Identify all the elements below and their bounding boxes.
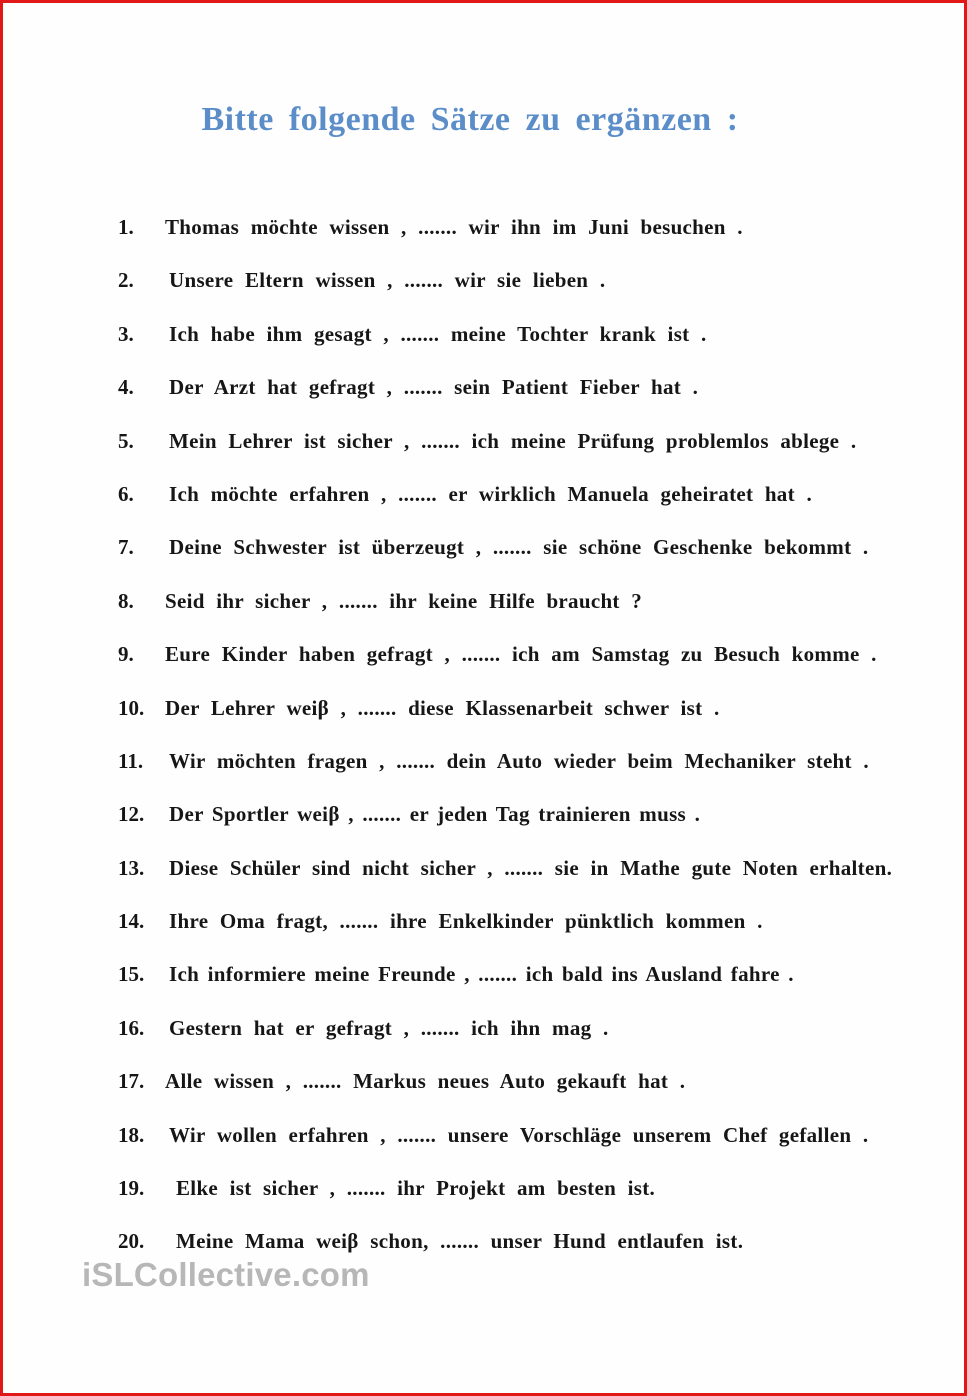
exercise-item [3, 211, 967, 264]
exercise-item [3, 692, 967, 745]
exercise-item [3, 585, 967, 638]
item-text: Der Sportler weiβ , ....... er jeden Tag trainieren muss . [169, 802, 701, 827]
exercise-item [3, 638, 967, 691]
exercise-item [3, 798, 967, 851]
exercise-item [3, 318, 967, 371]
item-text: Elke ist sicher , ....... ihr Projekt am besten ist. [176, 1176, 656, 1201]
item-text: Wir wollen erfahren , ....... unsere Vorschläge unserem Chef gefallen . [169, 1122, 869, 1147]
item-text: Seid ihr sicher , ....... ihr keine Hilfe braucht ? [165, 588, 643, 613]
exercise-item [3, 1172, 967, 1225]
exercise-item [3, 905, 967, 958]
item-text: Unsere Eltern wissen , ....... wir sie lieben . [169, 268, 606, 293]
item-number: 10. [118, 695, 145, 720]
exercise-list [3, 211, 967, 1279]
item-number: 19. [118, 1176, 145, 1201]
item-number: 8. [118, 588, 134, 613]
item-text: Eure Kinder haben gefragt , ....... ich am Samstag zu Besuch komme . [165, 642, 877, 667]
item-text: Ich informiere meine Freunde , ....... ich bald ins Ausland fahre . [169, 962, 794, 987]
item-text: Ich möchte erfahren , ....... er wirklich Manuela geheiratet hat . [169, 481, 813, 506]
item-text: Ich habe ihm gesagt , ....... meine Tochter krank ist . [169, 321, 707, 346]
exercise-item [3, 264, 967, 317]
item-text: Der Arzt hat gefragt , ....... sein Patient Fieber hat . [169, 375, 699, 400]
item-text: Meine Mama weiβ schon, ....... unser Hund entlaufen ist. [176, 1229, 744, 1254]
item-number: 15. [118, 962, 145, 987]
item-number: 14. [118, 909, 145, 934]
exercise-item [3, 1119, 967, 1172]
item-text: Diese Schüler sind nicht sicher , ....... sie in Mathe gute Noten erhalten. [169, 855, 893, 880]
exercise-item [3, 425, 967, 478]
worksheet-title: Bitte folgende Sätze zu ergänzen : [201, 101, 739, 138]
item-number: 6. [118, 481, 134, 506]
item-text: Thomas möchte wissen , ....... wir ihn im Juni besuchen . [165, 215, 743, 239]
exercise-item [3, 531, 967, 584]
item-number: 18. [118, 1122, 145, 1147]
item-number: 4. [118, 375, 134, 400]
item-text: Der Lehrer weiβ , ....... diese Klassenarbeit schwer ist . [165, 695, 720, 720]
watermark-logo: iSLCollective.com [82, 1256, 370, 1293]
item-number: 13. [118, 855, 145, 880]
item-number: 7. [118, 535, 134, 560]
exercise-item [3, 478, 967, 531]
item-text: Mein Lehrer ist sicher , ....... ich meine Prüfung problemlos ablege . [169, 428, 857, 453]
item-text: Wir möchten fragen , ....... dein Auto wieder beim Mechaniker steht . [169, 748, 869, 773]
item-text: Ihre Oma fragt, ....... ihre Enkelkinder pünktlich kommen . [169, 909, 763, 934]
item-number: 12. [118, 802, 145, 827]
item-text: Gestern hat er gefragt , ....... ich ihn mag . [169, 1015, 609, 1040]
item-text: Deine Schwester ist überzeugt , ....... sie schöne Geschenke bekommt . [169, 535, 869, 560]
item-number: 2. [118, 268, 134, 293]
item-number: 5. [118, 428, 134, 453]
exercise-item [3, 745, 967, 798]
item-number: 11. [118, 748, 144, 773]
item-number: 1. [118, 215, 134, 239]
exercise-item [3, 1065, 967, 1118]
exercise-item [3, 852, 967, 905]
exercise-item [3, 958, 967, 1011]
item-number: 3. [118, 321, 134, 346]
item-number: 16. [118, 1015, 145, 1040]
item-number: 20. [118, 1229, 145, 1254]
exercise-item [3, 1012, 967, 1065]
item-number: 9. [118, 642, 134, 667]
item-number: 17. [118, 1069, 145, 1094]
item-text: Alle wissen , ....... Markus neues Auto gekauft hat . [165, 1069, 686, 1094]
exercise-item [3, 371, 967, 424]
